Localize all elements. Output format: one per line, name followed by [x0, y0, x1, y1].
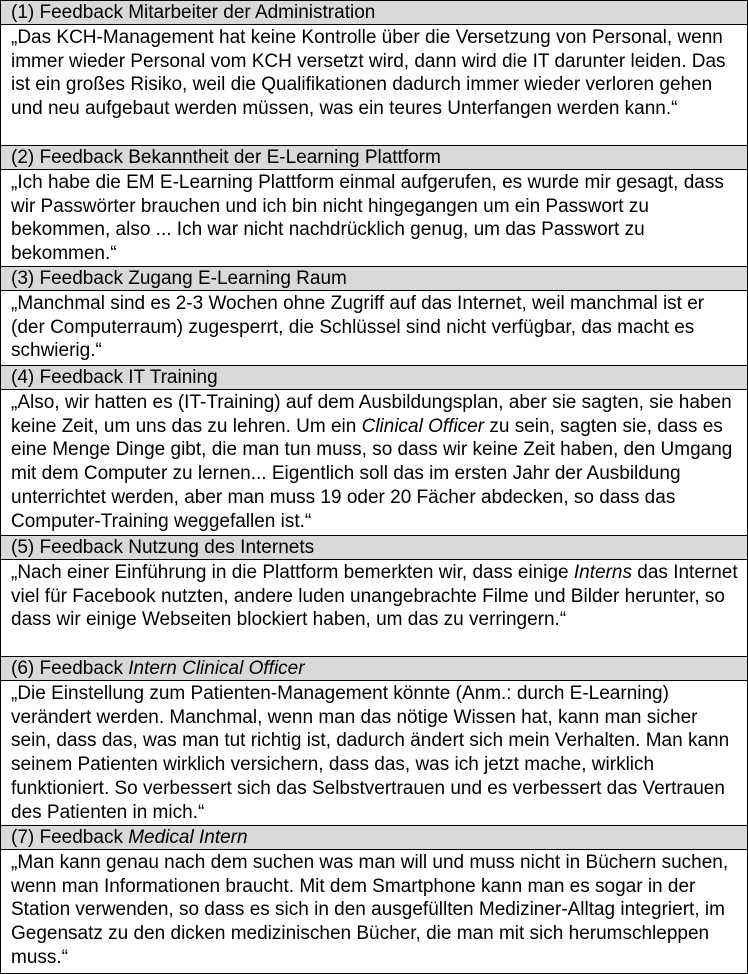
header-7-italic: Medical Intern: [128, 827, 248, 848]
quote-5-italic: Interns: [573, 562, 632, 583]
section-header-7: [1, 826, 747, 850]
quote-5-part-1: „Nach einer Einführung in die Plattform bemerkten wir, dass einige: [11, 562, 574, 583]
section-header-4: (4) Feedback IT Training: [1, 366, 747, 390]
section-header-3: (3) Feedback Zugang E-Learning Raum: [1, 267, 747, 291]
section-quote-3: „Manchmal sind es 2-3 Wochen ohne Zugriff auf das Internet, weil manchmal ist er (der Computerraum) zugesperrt, die Schlüssel sind nicht verfügbar, das macht es schwierig.“: [1, 291, 747, 366]
quote-4-part-1: „Also, wir hatten es (IT-Training) auf dem Ausbildungsplan, aber sie sagten, sie haben keine Zeit, um uns das zu lehren. Um ein: [11, 392, 732, 437]
section-header-6: [1, 657, 747, 681]
section-quote-7: „Man kann genau nach dem suchen was man will und muss nicht in Büchern suchen, wenn man Informationen braucht. Mit dem Smartphone kann man es sogar in der Station verwenden, so dass es sich in den ausgefüllten Mediziner-Alltag integriert, im Gegensatz zu den dicken medizinischen Bücher, die man mit sich herumschleppen muss.“: [11, 852, 729, 968]
section-header-5: (5) Feedback Nutzung des Internets: [1, 536, 747, 560]
section-quote-2: „Ich habe die EM E-Learning Plattform einmal aufgerufen, es wurde mir gesagt, dass wir Passwörter brauchen und ich bin nicht hingegangen um ein Passwort zu bekommen, also ... Ich war nicht nachdrücklich genug, um das Passwort zu bekommen.“: [1, 170, 747, 267]
section-quote-5: [1, 560, 747, 657]
section-quote-4: [1, 390, 747, 536]
section-header-2: (2) Feedback Bekanntheit der E-Learning Plattform: [1, 146, 747, 170]
quote-4-italic: Clinical Officer: [361, 415, 485, 437]
section-header-1: (1) Feedback Mitarbeiter der Administration: [1, 1, 747, 25]
header-7-prefix: (7) Feedback: [11, 827, 129, 848]
section-quote-1: „Das KCH-Management hat keine Kontrolle über die Versetzung von Personal, wenn immer wieder Personal vom KCH versetzt wird, dann wird die IT darunter leiden. Das ist ein großes Risiko, weil die Qualifikationen dadurch immer wieder verloren gehen und neu aufgebaut werden müssen, was ein teures Unterfangen werden kann.“: [1, 25, 747, 146]
header-6-italic: Intern Clinical Officer: [128, 658, 305, 679]
quote-5-part-2: das Internet viel für Facebook nutzten, andere luden unangebrachte Filme und Bilder herunter, so dass wir einige Webseiten blockiert haben, um das zu verringern.“: [11, 562, 738, 631]
section-quote-6: „Die Einstellung zum Patienten-Management könnte (Anm.: durch E-Learning) verändert werden. Manchmal, wenn man das nötige Wissen hat, kann man sicher sein, dass das, was man tut richtig ist, dadurch ändert sich mein Verhalten. Man kann seinem Patienten wirklich versichern, dass das, was ich jetzt mache, wirklich funktioniert. So verbessert sich das Selbstvertrauen und es verbessert das Vertrauen des Patienten in mich.“: [1, 681, 747, 826]
quote-4-part-2: zu sein, sagten sie, dass es eine Menge Dinge gibt, die man tun muss, so dass wir keine Zeit haben, den Umgang mit dem Computer zu lernen... Eigentlich soll das im ersten Jahr der Ausbildung unterrichtet werden, aber man muss 19 oder 20 Fächer abdecken, so dass das Computer-Training weggefallen ist.“: [11, 415, 733, 532]
header-6-prefix: (6) Feedback: [11, 658, 129, 679]
